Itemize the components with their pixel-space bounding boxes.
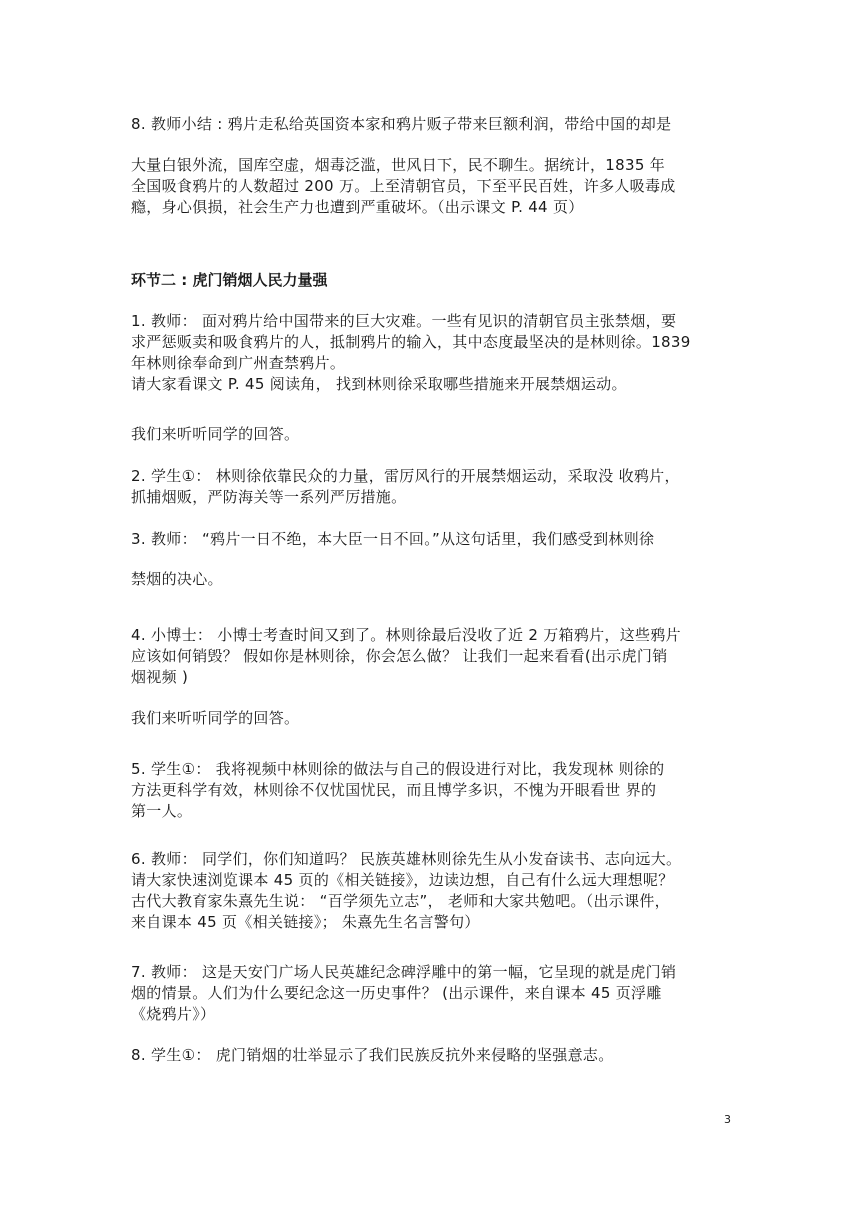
paragraph-listen-1 <box>131 424 734 445</box>
paragraph-summary-continued <box>131 155 734 218</box>
text-line: 《烧鸦片》） <box>131 1005 216 1023</box>
text-line: 烟视频 ) <box>131 668 189 686</box>
text-line: 全国吸食鸦片的人数超过 200 万。上至清朝官员，下至平民百姓，许多人吸毒成 <box>131 177 676 195</box>
paragraph-listen-2 <box>131 708 734 729</box>
paragraph-student-5 <box>131 759 734 822</box>
text-line: 古代大教育家朱熹先生说： “百学须先立志”， 老师和大家共勉吧。（出示课件， <box>131 892 670 910</box>
paragraph-teacher-3 <box>131 529 734 550</box>
text-line: 我们来听听同学的回答。 <box>131 425 300 443</box>
text-line: 6. 教师： 同学们，你们知道吗？ 民族英雄林则徐先生从小发奋读书、志向远大。 <box>131 850 682 868</box>
text-line: 方法更科学有效，林则徐不仅忧国忧民，而且博学多识，不愧为开眼看世 界的 <box>131 781 657 799</box>
text-line: 来自课本 45 页《相关链接》； 朱熹先生名言警句） <box>131 913 480 931</box>
text-line: 应该如何销毁？ 假如你是林则徐，你会怎么做？ 让我们一起来看看(出示虎门销 <box>131 647 668 665</box>
paragraph-student-8 <box>131 1045 734 1066</box>
text-line: 2. 学生①： 林则徐依靠民众的力量，雷厉风行的开展禁烟运动，采取没 收鸦片， <box>131 467 680 485</box>
text-line: 年林则徐奉命到广州查禁鸦片。 <box>131 354 346 372</box>
paragraph-doctor-4 <box>131 625 734 688</box>
text-line: 5. 学生①： 我将视频中林则徐的做法与自己的假设进行对比，我发现林 则徐的 <box>131 760 665 778</box>
text-line: 7. 教师： 这是天安门广场人民英雄纪念碑浮雕中的第一幅，它呈现的就是虎门销 <box>131 963 677 981</box>
paragraph-student-2 <box>131 466 734 508</box>
section-heading: 环节二 : 虎门销烟人民力量强 <box>131 271 328 289</box>
text-line: 我们来听听同学的回答。 <box>131 709 300 727</box>
text-line: 禁烟的决心。 <box>131 570 223 588</box>
text-line: 求严惩贩卖和吸食鸦片的人，抵制鸦片的输入，其中态度最坚决的是林则徐。1839 <box>131 333 691 351</box>
text-line: 8. 学生①： 虎门销烟的壮举显示了我们民族反抗外来侵略的坚强意志。 <box>131 1046 614 1064</box>
text-line: 烟的情景。人们为什么要纪念这一历史事件？ (出示课件，来自课本 45 页浮雕 <box>131 984 662 1002</box>
text-line: 3. 教师： “鸦片一日不绝，本大臣一日不回。”从这句话里，我们感受到林则徐 <box>131 530 655 548</box>
text-line: 抓捕烟贩，严防海关等一系列严厉措施。 <box>131 488 407 506</box>
text-line: 瘾，身心俱损，社会生产力也遭到严重破坏。（出示课文 P. 44 页） <box>131 198 584 216</box>
paragraph-teacher-7 <box>131 962 734 1025</box>
text-line: 请大家快速浏览课本 45 页的《相关链接》，边读边想，自己有什么远大理想呢？ <box>131 871 674 889</box>
page-number: 3 <box>724 1113 731 1126</box>
text-line: 大量白银外流，国库空虚，烟毒泛滥，世风日下，民不聊生。据统计，1835 年 <box>131 156 666 174</box>
paragraph-teacher-6 <box>131 849 734 933</box>
paragraph-teacher-1 <box>131 311 734 395</box>
text-line: 第一人。 <box>131 802 193 820</box>
text-line: 1. 教师： 面对鸦片给中国带来的巨大灾难。一些有见识的清朝官员主张禁烟，要 <box>131 312 677 330</box>
text-line: 请大家看课文 P. 45 阅读角， 找到林则徐采取哪些措施来开展禁烟运动。 <box>131 375 627 393</box>
paragraph-teacher-summary <box>131 114 734 135</box>
text-line: 8. 教师小结 : 鸦片走私给英国资本家和鸦片贩子带来巨额利润，带给中国的却是 <box>131 115 672 133</box>
text-line: 4. 小博士： 小博士考查时间又到了。林则徐最后没收了近 2 万箱鸦片，这些鸦片 <box>131 626 681 644</box>
paragraph-resolve <box>131 569 734 590</box>
